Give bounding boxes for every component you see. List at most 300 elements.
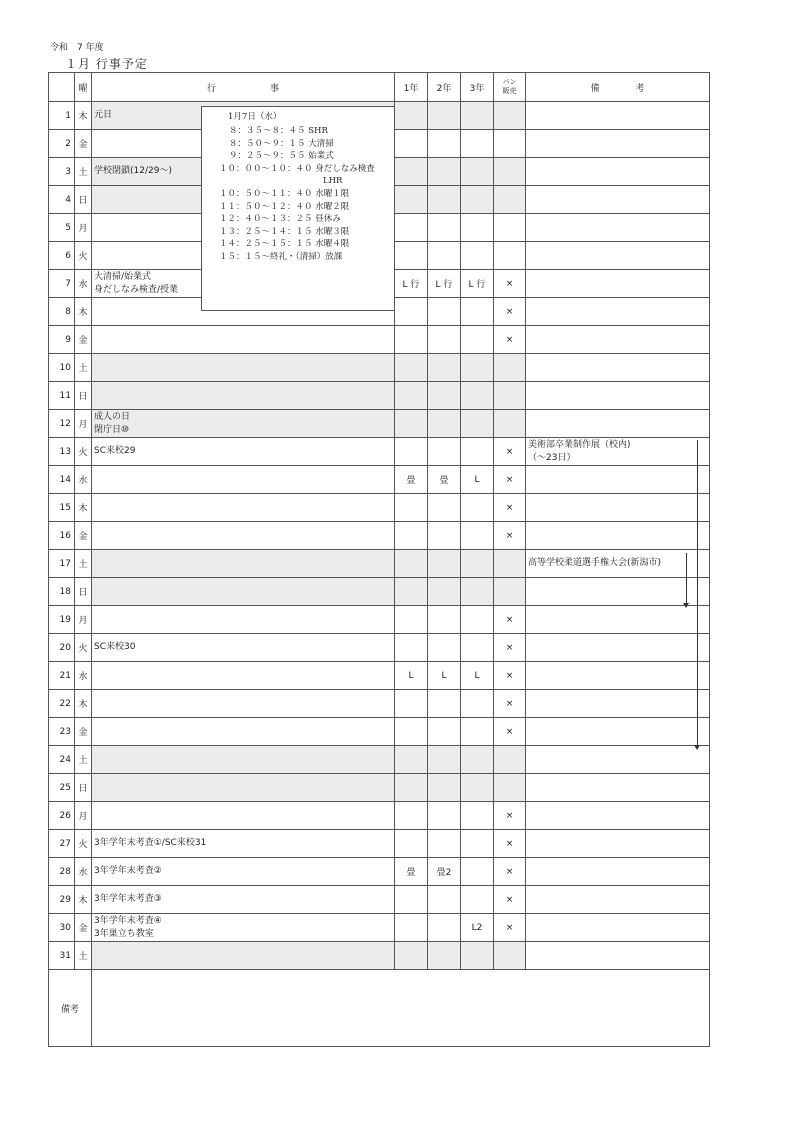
note-line: 高等学校柔道選手権大会(新潟市): [528, 558, 662, 568]
bread-sale-cell: ×: [494, 718, 526, 746]
day-number: 5: [49, 214, 75, 242]
day-number: 16: [49, 522, 75, 550]
event-cell: [92, 466, 395, 494]
day-number: 6: [49, 242, 75, 270]
grade2-cell: 畳: [428, 466, 461, 494]
grade2-cell: [428, 942, 461, 970]
grade3-cell: [461, 886, 494, 914]
notes-cell: [526, 410, 710, 438]
notes-cell: [526, 102, 710, 130]
grade2-cell: [428, 914, 461, 942]
event-line: 大清掃/始業式: [94, 271, 152, 282]
grade3-cell: [461, 858, 494, 886]
grade1-cell: [395, 494, 428, 522]
notes-cell: [526, 214, 710, 242]
day-number: 12: [49, 410, 75, 438]
grade1-cell: [395, 634, 428, 662]
grade2-cell: [428, 298, 461, 326]
grade3-cell: [461, 830, 494, 858]
event-line: 3年学年末考査④: [94, 915, 162, 926]
grade2-cell: [428, 186, 461, 214]
judo-event-arrow-line: [686, 553, 687, 603]
weekday-cell: 木: [75, 102, 92, 130]
grade2-cell: [428, 802, 461, 830]
grade3-cell: [461, 438, 494, 466]
grade1-header: 1年: [395, 73, 428, 102]
grade3-cell: [461, 242, 494, 270]
event-cell: [92, 578, 395, 606]
grade3-cell: L: [461, 466, 494, 494]
grade1-cell: [395, 102, 428, 130]
event-cell: [92, 914, 395, 942]
event-line: 閉庁日⑩: [94, 424, 130, 435]
weekday-cell: 金: [75, 522, 92, 550]
note-line: 美術部卒業制作展（校内): [528, 439, 631, 450]
remarks-content: [92, 970, 710, 1047]
event-line: 3年巣立ち教室: [94, 928, 154, 939]
event-cell: [92, 802, 395, 830]
event-line: 3年学年末考査③: [94, 894, 162, 904]
weekday-cell: 月: [75, 410, 92, 438]
bread-sale-cell: ×: [494, 606, 526, 634]
event-cell: [92, 522, 395, 550]
fiscal-year-label: 令和 7 年度: [50, 43, 104, 53]
table-row: [49, 382, 710, 410]
grade2-cell: [428, 214, 461, 242]
event-line: 3年学年末考査②: [94, 866, 162, 876]
table-header-row: [49, 73, 710, 102]
table-row: [49, 858, 710, 886]
notes-cell: [526, 578, 710, 606]
day-number: 23: [49, 718, 75, 746]
popup-line: ８：３５～８：４５ SHR: [229, 126, 328, 136]
table-row: [49, 830, 710, 858]
day-number: 14: [49, 466, 75, 494]
day-number: 30: [49, 914, 75, 942]
grade2-cell: [428, 354, 461, 382]
notes-cell: [526, 158, 710, 186]
bread-sale-cell: ×: [494, 690, 526, 718]
remarks-label: 備考: [49, 970, 92, 1047]
grade2-cell: [428, 102, 461, 130]
grade2-cell: [428, 746, 461, 774]
weekday-cell: 土: [75, 746, 92, 774]
grade2-cell: [428, 438, 461, 466]
weekday-cell: 木: [75, 494, 92, 522]
grade3-cell: [461, 942, 494, 970]
grade3-cell: [461, 130, 494, 158]
bread-sale-cell: ×: [494, 802, 526, 830]
grade3-cell: L2: [461, 914, 494, 942]
event-cell: [92, 410, 395, 438]
bread-sale-cell: ×: [494, 830, 526, 858]
grade1-cell: [395, 354, 428, 382]
event-cell: [92, 606, 395, 634]
day-number: 25: [49, 774, 75, 802]
table-row: [49, 438, 710, 466]
event-cell: [92, 326, 395, 354]
notes-cell: [526, 242, 710, 270]
grade1-cell: [395, 886, 428, 914]
bread-sale-cell: ×: [494, 494, 526, 522]
grade2-cell: [428, 690, 461, 718]
grade1-cell: [395, 746, 428, 774]
weekday-cell: 金: [75, 130, 92, 158]
day-number: 29: [49, 886, 75, 914]
grade2-cell: [428, 382, 461, 410]
grade1-cell: L 行: [395, 270, 428, 298]
bread-sale-header: [494, 73, 526, 102]
grade3-cell: [461, 214, 494, 242]
popup-title: 1月7日（水）: [228, 112, 282, 122]
table-row: [49, 606, 710, 634]
jan7-timetable-note: [201, 106, 395, 311]
bread-sale-cell: ×: [494, 886, 526, 914]
notes-cell: [526, 718, 710, 746]
popup-line: ９：２５～９：５５ 始業式: [229, 151, 334, 162]
grade3-cell: [461, 774, 494, 802]
day-number: 19: [49, 606, 75, 634]
day-number: 24: [49, 746, 75, 774]
table-row: [49, 662, 710, 690]
grade1-cell: [395, 214, 428, 242]
weekday-cell: 水: [75, 662, 92, 690]
grade3-cell: [461, 326, 494, 354]
bread-sale-cell: [494, 130, 526, 158]
table-row: [49, 942, 710, 970]
grade2-cell: [428, 830, 461, 858]
table-row: [49, 634, 710, 662]
day-number: 21: [49, 662, 75, 690]
grade1-cell: [395, 942, 428, 970]
grade2-cell: [428, 494, 461, 522]
weekday-cell: 水: [75, 466, 92, 494]
grade2-cell: L 行: [428, 270, 461, 298]
weekday-cell: 金: [75, 914, 92, 942]
grade3-header: 3年: [461, 73, 494, 102]
notes-cell: [526, 298, 710, 326]
bread-sale-cell: [494, 774, 526, 802]
notes-cell: [526, 662, 710, 690]
event-cell: [92, 858, 395, 886]
weekday-cell: 土: [75, 158, 92, 186]
notes-cell: [526, 522, 710, 550]
event-cell: [92, 746, 395, 774]
event-cell: [92, 774, 395, 802]
event-cell: [92, 886, 395, 914]
table-row: [49, 354, 710, 382]
bread-sale-cell: ×: [494, 522, 526, 550]
popup-line: １２：４０～１３：２５ 昼休み: [219, 214, 341, 225]
bread-sale-cell: [494, 942, 526, 970]
notes-cell: [526, 634, 710, 662]
weekday-cell: 日: [75, 186, 92, 214]
bread-sale-cell: [494, 578, 526, 606]
notes-cell: [526, 914, 710, 942]
day-number: 4: [49, 186, 75, 214]
grade2-cell: [428, 130, 461, 158]
art-exhibit-arrow-head: [694, 745, 700, 750]
grade2-cell: [428, 578, 461, 606]
grade2-cell: [428, 634, 461, 662]
weekday-cell: 月: [75, 606, 92, 634]
notes-cell: [526, 466, 710, 494]
bread-sale-cell: [494, 382, 526, 410]
weekday-cell: 日: [75, 774, 92, 802]
bread-sale-cell: ×: [494, 466, 526, 494]
notes-cell: [526, 606, 710, 634]
weekday-cell: 月: [75, 802, 92, 830]
bread-sale-cell: [494, 550, 526, 578]
notes-header: 備 考: [526, 73, 710, 102]
event-header: 行 事: [92, 73, 395, 102]
page-title: １月 行事予定: [65, 57, 148, 71]
bread-sale-cell: ×: [494, 662, 526, 690]
weekday-cell: 火: [75, 438, 92, 466]
bread-sale-cell: ×: [494, 326, 526, 354]
grade1-cell: [395, 522, 428, 550]
notes-cell: [526, 746, 710, 774]
weekday-cell: 日: [75, 382, 92, 410]
event-line: 3年学年末考査①/SC来校31: [94, 838, 207, 848]
grade2-cell: L: [428, 662, 461, 690]
weekday-cell: 金: [75, 718, 92, 746]
bread-sale-cell: ×: [494, 634, 526, 662]
table-row: [49, 466, 710, 494]
grade3-cell: [461, 382, 494, 410]
weekday-cell: 日: [75, 578, 92, 606]
grade1-cell: [395, 914, 428, 942]
judo-event-arrow-head: [683, 603, 689, 608]
event-cell: [92, 382, 395, 410]
table-row: [49, 550, 710, 578]
day-number: 13: [49, 438, 75, 466]
bread-sale-cell: ×: [494, 438, 526, 466]
bread-sale-cell: ×: [494, 858, 526, 886]
bread-sale-cell: [494, 410, 526, 438]
day-number: 17: [49, 550, 75, 578]
table-row: [49, 886, 710, 914]
popup-line: １５：１５～終礼・（清掃）放課: [219, 252, 343, 262]
grade2-cell: [428, 886, 461, 914]
table-row: [49, 410, 710, 438]
grade3-cell: [461, 690, 494, 718]
grade1-cell: [395, 438, 428, 466]
table-row: [49, 690, 710, 718]
table-row: [49, 746, 710, 774]
day-number: 9: [49, 326, 75, 354]
grade2-cell: [428, 242, 461, 270]
day-number: 20: [49, 634, 75, 662]
event-cell: [92, 438, 395, 466]
popup-line: ８：５０～９：１５ 大清掃: [229, 138, 334, 149]
grade2-cell: [428, 522, 461, 550]
weekday-cell: 木: [75, 886, 92, 914]
bread-sale-cell: [494, 186, 526, 214]
day-number: 31: [49, 942, 75, 970]
grade1-cell: L: [395, 662, 428, 690]
day-number: 15: [49, 494, 75, 522]
notes-cell: [526, 858, 710, 886]
grade1-cell: [395, 802, 428, 830]
grade3-cell: [461, 746, 494, 774]
grade1-cell: [395, 382, 428, 410]
bread-header-line: 販売: [502, 87, 517, 95]
notes-cell: [526, 326, 710, 354]
weekday-cell: 土: [75, 550, 92, 578]
grade2-cell: [428, 410, 461, 438]
event-line: SC来校29: [94, 446, 136, 456]
grade2-cell: [428, 326, 461, 354]
day-number: 27: [49, 830, 75, 858]
grade1-cell: [395, 158, 428, 186]
event-line: SC来校30: [94, 642, 136, 652]
day-number: 2: [49, 130, 75, 158]
notes-cell: [526, 130, 710, 158]
grade3-cell: [461, 578, 494, 606]
grade1-cell: [395, 606, 428, 634]
grade3-cell: [461, 186, 494, 214]
weekday-cell: 木: [75, 690, 92, 718]
event-cell: [92, 494, 395, 522]
bread-sale-cell: [494, 102, 526, 130]
weekday-cell: 水: [75, 270, 92, 298]
event-line: 元日: [94, 110, 113, 120]
grade1-cell: [395, 690, 428, 718]
event-line: 学校閉鎖(12/29～): [94, 166, 172, 176]
bread-sale-cell: [494, 158, 526, 186]
event-cell: [92, 634, 395, 662]
day-number: 26: [49, 802, 75, 830]
grade3-cell: [461, 158, 494, 186]
grade1-cell: [395, 326, 428, 354]
event-cell: [92, 662, 395, 690]
grade2-cell: [428, 606, 461, 634]
grade1-cell: [395, 410, 428, 438]
weekday-cell: 土: [75, 942, 92, 970]
weekday-cell: 金: [75, 326, 92, 354]
day-number: 3: [49, 158, 75, 186]
event-line: 成人の日: [94, 411, 131, 422]
grade3-cell: L: [461, 662, 494, 690]
popup-line: LHR: [323, 176, 343, 187]
table-row: [49, 578, 710, 606]
notes-cell: [526, 830, 710, 858]
bread-sale-cell: ×: [494, 298, 526, 326]
event-cell: [92, 830, 395, 858]
event-cell: [92, 354, 395, 382]
notes-cell: [526, 942, 710, 970]
grade1-cell: [395, 186, 428, 214]
remarks-row: [49, 970, 710, 1047]
grade3-cell: [461, 354, 494, 382]
grade3-cell: [461, 718, 494, 746]
table-row: [49, 522, 710, 550]
day-number: 10: [49, 354, 75, 382]
notes-cell: [526, 270, 710, 298]
grade1-cell: [395, 298, 428, 326]
notes-cell: [526, 690, 710, 718]
notes-cell: [526, 186, 710, 214]
table-row: [49, 802, 710, 830]
day-number: 11: [49, 382, 75, 410]
grade3-cell: L 行: [461, 270, 494, 298]
day-number: 8: [49, 298, 75, 326]
grade3-cell: [461, 522, 494, 550]
weekday-cell: 土: [75, 354, 92, 382]
art-exhibit-arrow-line: [697, 440, 698, 745]
popup-line: １０：５０～１１：４０ 水曜１限: [219, 189, 350, 199]
table-row: [49, 494, 710, 522]
notes-cell: [526, 550, 710, 578]
grade1-cell: [395, 242, 428, 270]
notes-cell: [526, 438, 710, 466]
day-number: 22: [49, 690, 75, 718]
popup-line: １４：２５～１５：１５ 水曜４限: [219, 239, 350, 250]
weekday-cell: 火: [75, 830, 92, 858]
grade1-cell: [395, 578, 428, 606]
grade3-cell: [461, 494, 494, 522]
bread-sale-cell: [494, 746, 526, 774]
bread-sale-cell: [494, 214, 526, 242]
notes-cell: [526, 354, 710, 382]
table-row: [49, 326, 710, 354]
grade2-cell: [428, 158, 461, 186]
weekday-cell: 火: [75, 634, 92, 662]
notes-cell: [526, 494, 710, 522]
popup-line: １３：２５～１４：１５ 水曜３限: [219, 226, 350, 237]
grade1-cell: 畳: [395, 858, 428, 886]
grade3-cell: [461, 550, 494, 578]
grade1-cell: [395, 130, 428, 158]
day-number: 1: [49, 102, 75, 130]
grade2-cell: [428, 774, 461, 802]
event-line: 身だしなみ検査/授業: [94, 284, 179, 295]
grade1-cell: [395, 550, 428, 578]
bread-header-line: パン: [502, 78, 517, 86]
grade2-header: 2年: [428, 73, 461, 102]
grade3-cell: [461, 634, 494, 662]
day-number: 28: [49, 858, 75, 886]
note-line: （～23日）: [528, 452, 576, 463]
weekday-header: 曜: [75, 73, 92, 102]
notes-cell: [526, 802, 710, 830]
bread-sale-cell: ×: [494, 914, 526, 942]
bread-sale-cell: [494, 354, 526, 382]
weekday-cell: 月: [75, 214, 92, 242]
popup-line: １０：００～１０：４０ 身だしなみ検査: [219, 163, 375, 174]
grade2-cell: [428, 718, 461, 746]
grade2-cell: 畳2: [428, 858, 461, 886]
weekday-cell: 火: [75, 242, 92, 270]
day-number: 18: [49, 578, 75, 606]
table-row: [49, 718, 710, 746]
grade3-cell: [461, 102, 494, 130]
grade1-cell: [395, 718, 428, 746]
day-header: [49, 73, 75, 102]
weekday-cell: 水: [75, 858, 92, 886]
bread-sale-cell: [494, 242, 526, 270]
grade3-cell: [461, 606, 494, 634]
grade1-cell: [395, 830, 428, 858]
grade1-cell: 畳: [395, 466, 428, 494]
grade3-cell: [461, 298, 494, 326]
event-cell: [92, 690, 395, 718]
notes-cell: [526, 774, 710, 802]
grade3-cell: [461, 410, 494, 438]
event-cell: [92, 718, 395, 746]
table-row: [49, 914, 710, 942]
